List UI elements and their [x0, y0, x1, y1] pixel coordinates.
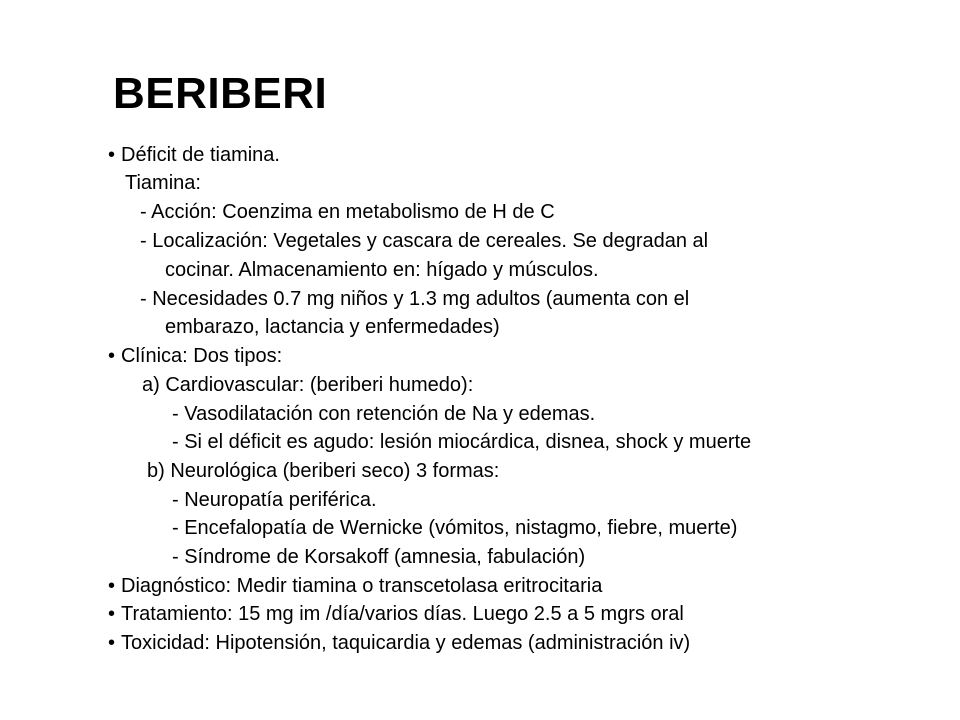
line-text: a) Cardiovascular: (beriberi humedo): — [142, 374, 474, 396]
slide-title: BERIBERI — [113, 69, 328, 118]
text-line — [125, 169, 201, 197]
line-text: Tiamina: — [125, 172, 201, 194]
line-text: - Acción: Coenzima en metabolismo de H de C — [140, 201, 555, 223]
bullet-glyph: • — [108, 345, 116, 367]
line-text: Toxicidad: Hipotensión, taquicardia y edemas (administración iv) — [121, 632, 691, 654]
text-line — [142, 371, 473, 399]
line-text: Clínica: Dos tipos: — [121, 345, 283, 367]
line-text: - Necesidades 0.7 mg niños y 1.3 mg adultos (aumenta con el — [140, 288, 690, 310]
line-text: embarazo, lactancia y enfermedades) — [165, 316, 500, 338]
line-text: Diagnóstico: Medir tiamina o transcetolasa eritrocitaria — [121, 575, 603, 597]
text-line — [140, 285, 689, 313]
line-text: - Localización: Vegetales y cascara de cereales. Se degradan al — [140, 230, 709, 252]
line-text: cocinar. Almacenamiento en: hígado y músculos. — [165, 259, 599, 281]
bullet-item — [108, 342, 282, 370]
text-line — [140, 227, 708, 255]
line-text: - Neuropatía periférica. — [172, 489, 377, 511]
bullet-glyph: • — [108, 632, 116, 654]
line-text: - Síndrome de Korsakoff (amnesia, fabulación) — [172, 546, 586, 568]
bullet-glyph: • — [108, 603, 116, 625]
text-line — [147, 457, 499, 485]
line-text: - Vasodilatación con retención de Na y edemas. — [172, 403, 596, 425]
text-line — [140, 198, 555, 226]
line-text: Déficit de tiamina. — [121, 144, 280, 166]
line-text: - Si el déficit es agudo: lesión miocárdica, disnea, shock y muerte — [172, 431, 752, 453]
bullet-item — [108, 629, 690, 657]
text-line — [172, 543, 585, 571]
line-text: - Encefalopatía de Wernicke (vómitos, nistagmo, fiebre, muerte) — [172, 517, 738, 539]
bullet-item — [108, 600, 684, 628]
bullet-item — [108, 572, 602, 600]
text-line — [172, 428, 751, 456]
bullet-glyph: • — [108, 575, 116, 597]
text-line — [172, 514, 737, 542]
text-line — [172, 400, 595, 428]
text-line — [165, 313, 500, 341]
bullet-item — [108, 141, 280, 169]
text-line — [172, 486, 377, 514]
line-text: Tratamiento: 15 mg im /día/varios días. Luego 2.5 a 5 mgrs oral — [121, 603, 684, 625]
bullet-glyph: • — [108, 144, 116, 166]
text-line — [165, 256, 599, 284]
line-text: b) Neurológica (beriberi seco) 3 formas: — [147, 460, 500, 482]
